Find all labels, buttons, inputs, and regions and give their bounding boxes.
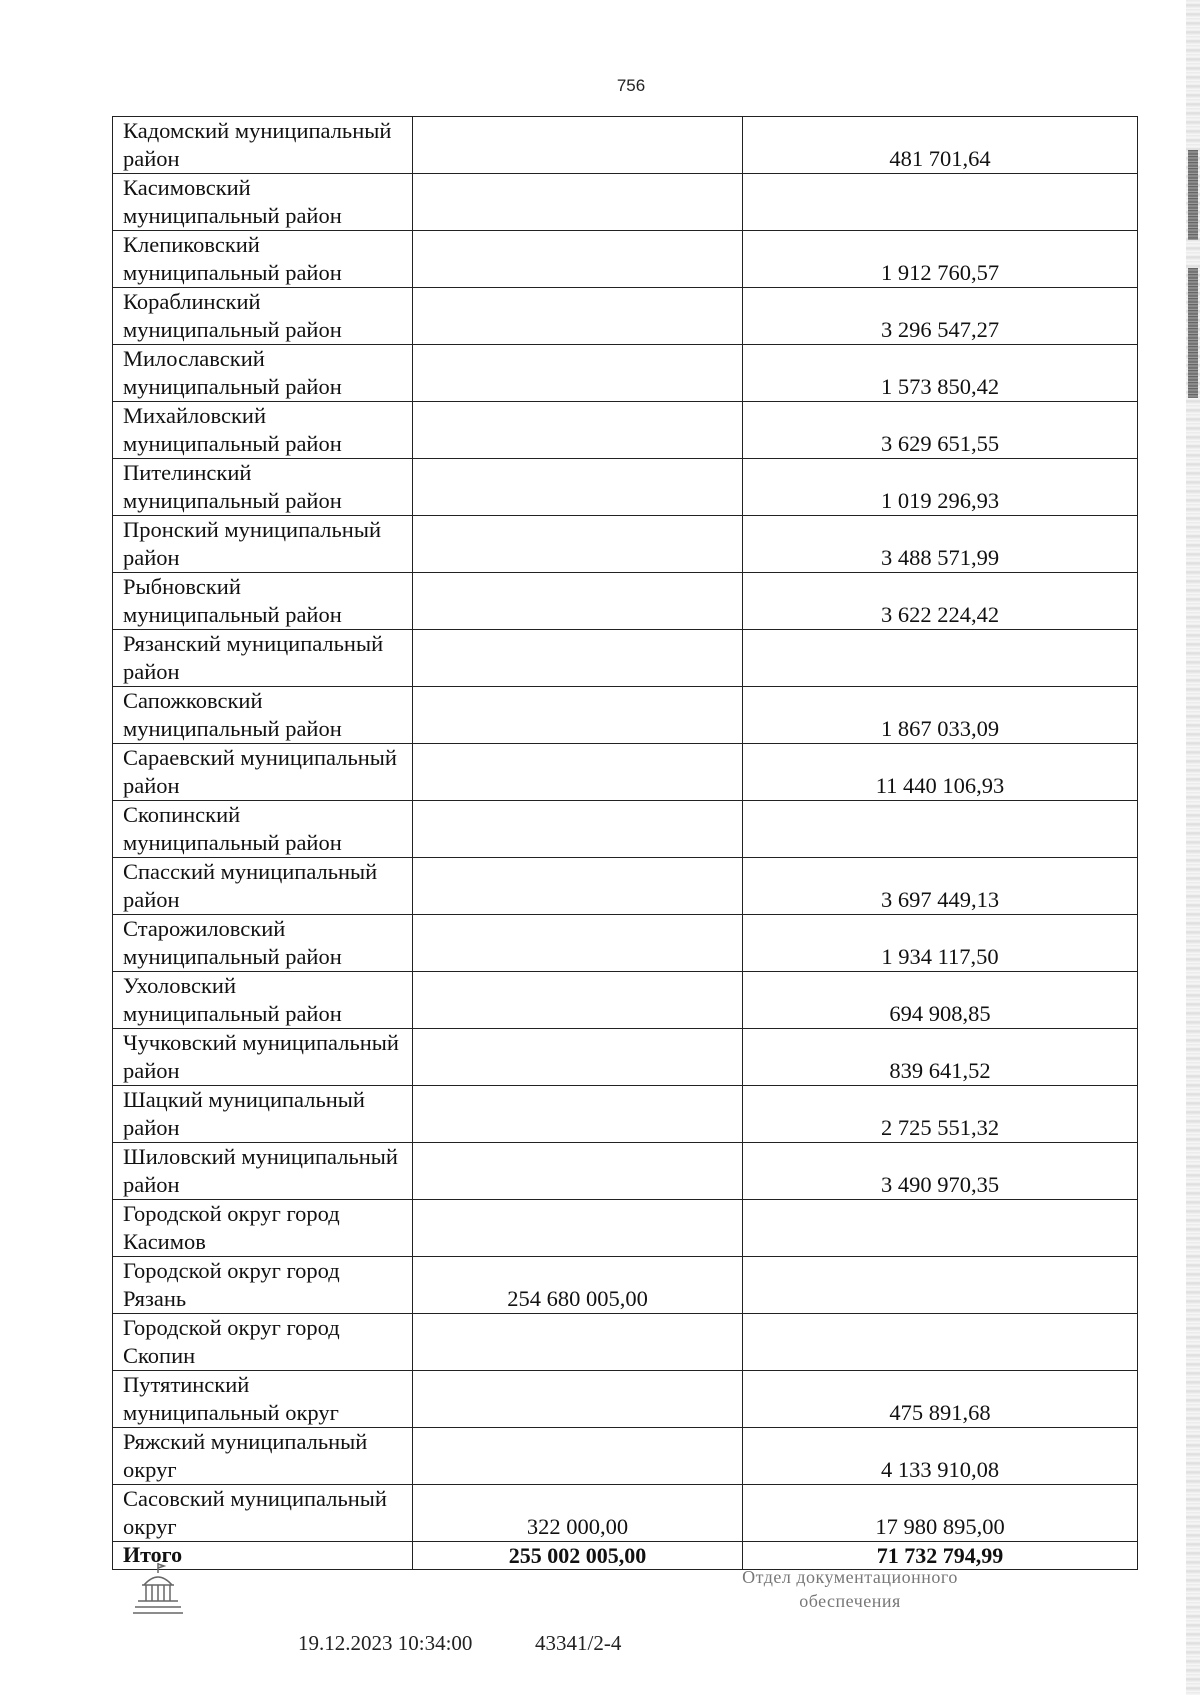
- total-label: Итого: [113, 1542, 413, 1570]
- region-name-line: Кадомский муниципальный: [123, 118, 392, 143]
- value2-cell: 475 891,68: [743, 1371, 1138, 1428]
- region-name-line: район: [123, 1172, 180, 1197]
- value1-cell: [413, 858, 743, 915]
- table-row: [113, 915, 1138, 972]
- value2-cell: 2 725 551,32: [743, 1086, 1138, 1143]
- value2-cell: 11 440 106,93: [743, 744, 1138, 801]
- table-row: [113, 573, 1138, 630]
- region-name-line: муниципальный район: [123, 488, 342, 513]
- region-name-cell: [113, 402, 413, 459]
- table-row: [113, 858, 1138, 915]
- region-name-cell: [113, 1314, 413, 1371]
- region-name-line: район: [123, 1115, 180, 1140]
- table-row: [113, 288, 1138, 345]
- region-name-line: Рязань: [123, 1286, 187, 1311]
- value1-cell: [413, 744, 743, 801]
- table-row: [113, 1200, 1138, 1257]
- region-name-cell: [113, 1200, 413, 1257]
- region-name-cell: [113, 744, 413, 801]
- value1-cell: [413, 1143, 743, 1200]
- region-name-cell: [113, 630, 413, 687]
- stamp-line: обеспечения: [799, 1591, 901, 1611]
- region-name-line: район: [123, 887, 180, 912]
- value2-cell: 3 622 224,42: [743, 573, 1138, 630]
- region-name-cell: [113, 1143, 413, 1200]
- region-name-line: Касимовский: [123, 175, 251, 200]
- region-name-cell: [113, 345, 413, 402]
- page-number: 756: [616, 76, 646, 95]
- region-name-line: округ: [123, 1514, 177, 1539]
- table-row: [113, 1257, 1138, 1314]
- region-name-line: Скопин: [123, 1343, 196, 1368]
- table-row: [113, 231, 1138, 288]
- region-name-line: Клепиковский: [123, 232, 260, 257]
- region-name-line: муниципальный район: [123, 602, 342, 627]
- value2-cell: 1 912 760,57: [743, 231, 1138, 288]
- value2-cell: 3 490 970,35: [743, 1143, 1138, 1200]
- value2-cell: 839 641,52: [743, 1029, 1138, 1086]
- table-row: [113, 630, 1138, 687]
- region-name-cell: [113, 858, 413, 915]
- table-row: [113, 345, 1138, 402]
- region-name-line: Михайловский: [123, 403, 266, 428]
- table-row: [113, 744, 1138, 801]
- duma-building-icon: [132, 1561, 184, 1619]
- value2-cell: 3 629 651,55: [743, 402, 1138, 459]
- table-row: [113, 1428, 1138, 1485]
- value1-cell: 254 680 005,00: [413, 1257, 743, 1314]
- region-name-line: муниципальный район: [123, 1001, 342, 1026]
- value1-cell: [413, 1029, 743, 1086]
- region-name-line: Сапожковский: [123, 688, 263, 713]
- region-name-line: Пителинский: [123, 460, 252, 485]
- region-name-cell: [113, 573, 413, 630]
- value1-cell: [413, 402, 743, 459]
- stamp-line: Отдел документационного: [742, 1567, 958, 1587]
- value2-cell: 1 573 850,42: [743, 345, 1138, 402]
- region-name-cell: [113, 1086, 413, 1143]
- region-name-line: муниципальный район: [123, 716, 342, 741]
- region-name-line: район: [123, 1058, 180, 1083]
- table-row: [113, 687, 1138, 744]
- region-name-line: Кораблинский: [123, 289, 261, 314]
- value2-cell: 1 934 117,50: [743, 915, 1138, 972]
- value1-cell: [413, 573, 743, 630]
- value1-cell: [413, 687, 743, 744]
- value1-cell: [413, 1371, 743, 1428]
- value1-cell: [413, 231, 743, 288]
- region-name-line: муниципальный район: [123, 944, 342, 969]
- region-name-cell: [113, 231, 413, 288]
- value2-cell: 4 133 910,08: [743, 1428, 1138, 1485]
- region-name-cell: [113, 516, 413, 573]
- table-row: [113, 1314, 1138, 1371]
- region-name-line: район: [123, 545, 180, 570]
- region-name-line: Путятинский: [123, 1372, 250, 1397]
- value2-cell: [743, 1200, 1138, 1257]
- value2-cell: [743, 174, 1138, 231]
- region-name-line: Пронский муниципальный: [123, 517, 381, 542]
- region-name-line: муниципальный район: [123, 374, 342, 399]
- region-name-line: Чучковский муниципальный: [123, 1030, 399, 1055]
- table-row: [113, 174, 1138, 231]
- total-value2: 71 732 794,99: [743, 1542, 1138, 1570]
- region-name-cell: [113, 288, 413, 345]
- region-name-line: Спасский муниципальный: [123, 859, 378, 884]
- region-name-line: муниципальный район: [123, 830, 342, 855]
- value2-cell: 3 697 449,13: [743, 858, 1138, 915]
- region-name-cell: [113, 1485, 413, 1542]
- region-name-cell: [113, 459, 413, 516]
- value1-cell: [413, 915, 743, 972]
- value1-cell: [413, 630, 743, 687]
- region-name-line: Касимов: [123, 1229, 206, 1254]
- value2-cell: 3 296 547,27: [743, 288, 1138, 345]
- region-name-cell: [113, 687, 413, 744]
- region-name-line: район: [123, 146, 180, 171]
- value2-cell: [743, 1314, 1138, 1371]
- region-name-line: район: [123, 773, 180, 798]
- table-row: [113, 516, 1138, 573]
- value1-cell: 322 000,00: [413, 1485, 743, 1542]
- value1-cell: [413, 1314, 743, 1371]
- region-name-cell: [113, 801, 413, 858]
- footer-datetime: 19.12.2023 10:34:00: [298, 1631, 473, 1655]
- region-name-line: муниципальный округ: [123, 1400, 339, 1425]
- value2-cell: 1 019 296,93: [743, 459, 1138, 516]
- region-name-line: Скопинский: [123, 802, 241, 827]
- region-name-cell: [113, 1371, 413, 1428]
- table-row: [113, 801, 1138, 858]
- region-name-cell: [113, 972, 413, 1029]
- value2-cell: [743, 1257, 1138, 1314]
- value1-cell: [413, 288, 743, 345]
- table-row: [113, 402, 1138, 459]
- value2-cell: 1 867 033,09: [743, 687, 1138, 744]
- region-name-line: муниципальный район: [123, 431, 342, 456]
- value2-cell: 17 980 895,00: [743, 1485, 1138, 1542]
- region-name-line: Милославский: [123, 346, 265, 371]
- region-name-line: Городской округ город: [123, 1258, 340, 1283]
- region-name-line: район: [123, 659, 180, 684]
- value1-cell: [413, 1200, 743, 1257]
- region-name-cell: [113, 915, 413, 972]
- footer-stamp: [705, 1565, 995, 1613]
- region-name-line: Городской округ город: [123, 1315, 340, 1340]
- region-name-line: муниципальный район: [123, 317, 342, 342]
- region-name-line: Рыбновский: [123, 574, 241, 599]
- region-name-cell: [113, 1029, 413, 1086]
- value1-cell: [413, 801, 743, 858]
- region-name-line: Ухоловский: [123, 973, 236, 998]
- region-name-cell: [113, 1257, 413, 1314]
- region-name-line: муниципальный район: [123, 260, 342, 285]
- footer-doc-number: 43341/2-4: [535, 1631, 622, 1655]
- total-value1: 255 002 005,00: [413, 1542, 743, 1570]
- region-name-line: округ: [123, 1457, 177, 1482]
- value1-cell: [413, 516, 743, 573]
- region-name-line: муниципальный район: [123, 203, 342, 228]
- budget-table: [112, 116, 1138, 1570]
- region-name-line: Городской округ город: [123, 1201, 340, 1226]
- table-row: [113, 459, 1138, 516]
- region-name-line: Старожиловский: [123, 916, 286, 941]
- table-row: [113, 972, 1138, 1029]
- table-row: [113, 1143, 1138, 1200]
- value1-cell: [413, 972, 743, 1029]
- table-row: [113, 1086, 1138, 1143]
- region-name-line: Сасовский муниципальный: [123, 1486, 387, 1511]
- region-name-line: Рязанский муниципальный: [123, 631, 384, 656]
- table-row: [113, 1029, 1138, 1086]
- table-row: [113, 1485, 1138, 1542]
- region-name-line: Сараевский муниципальный: [123, 745, 397, 770]
- region-name-line: Шиловский муниципальный: [123, 1144, 398, 1169]
- value1-cell: [413, 459, 743, 516]
- value2-cell: 694 908,85: [743, 972, 1138, 1029]
- value2-cell: [743, 630, 1138, 687]
- region-name-line: Ряжский муниципальный: [123, 1429, 368, 1454]
- region-name-line: Шацкий муниципальный: [123, 1087, 365, 1112]
- region-name-cell: [113, 174, 413, 231]
- table-row: [113, 117, 1138, 174]
- value1-cell: [413, 174, 743, 231]
- value2-cell: [743, 801, 1138, 858]
- scan-edge: [1186, 0, 1200, 1695]
- table-row: [113, 1371, 1138, 1428]
- value2-cell: 481 701,64: [743, 117, 1138, 174]
- value1-cell: [413, 1428, 743, 1485]
- value1-cell: [413, 345, 743, 402]
- value1-cell: [413, 117, 743, 174]
- region-name-cell: [113, 117, 413, 174]
- region-name-cell: [113, 1428, 413, 1485]
- value2-cell: 3 488 571,99: [743, 516, 1138, 573]
- value1-cell: [413, 1086, 743, 1143]
- table-body: [113, 117, 1138, 1570]
